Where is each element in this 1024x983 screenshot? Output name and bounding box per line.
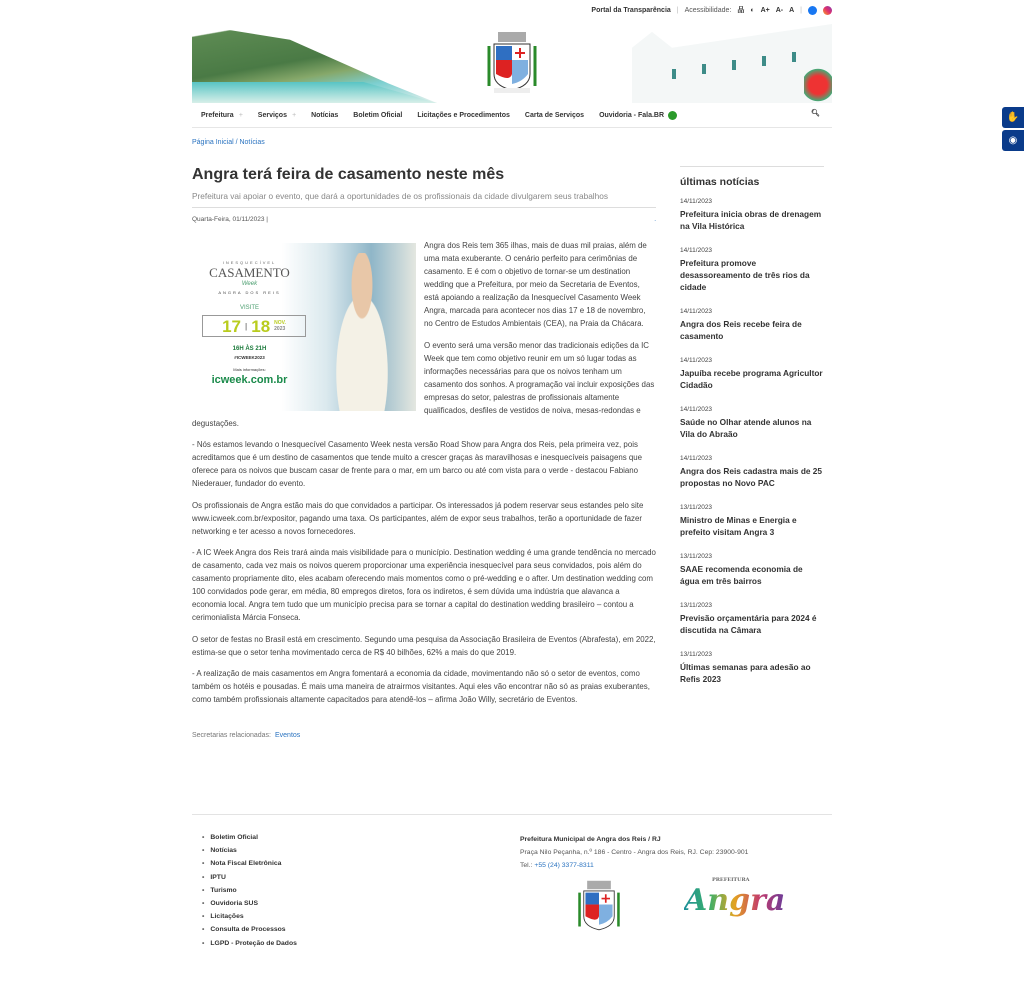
news-date: 13/11/2023: [680, 651, 713, 658]
news-title[interactable]: Japuíba recebe programa Agricultor Cidadão: [680, 368, 823, 390]
city-crest-logo[interactable]: [486, 30, 538, 96]
news-date: 14/11/2023: [680, 198, 713, 205]
news-date: 14/11/2023: [680, 357, 713, 364]
related-link-eventos[interactable]: Eventos: [275, 732, 301, 739]
article-paragraph: - A realização de mais casamentos em Angra fomentará a economia da cidade, movimentando não só o setor de eventos, como também os hotéis e pousadas. É mais uma maneira de atrairmos visitantes. Aqui eles vão encontrar não só as praias exuberantes, como também profissionais altamente capacitados para atendê-los – afirma João Willy, secretário de Eventos.: [192, 669, 650, 704]
expand-icon: +: [291, 111, 297, 119]
footer-link[interactable]: • Nota Fiscal Eletrônica: [202, 857, 297, 870]
article-paragraph: O setor de festas no Brasil está em crescimento. Segundo uma pesquisa da Associação Brasileira de Eventos (Abrafesta), em 2022, estima-se que o setor tenha movimentado cerca de R$ 40 bilhões, 62% a mais do que 2019.: [192, 634, 656, 657]
breadcrumb: Página Inicial / Notícias: [192, 139, 265, 146]
article-paragraph: - A IC Week Angra dos Reis trará ainda mais visibilidade para o município. Destination wedding é uma grande tendência no mercado de casamento, cada vez mais os noivos querem proporcionar uma experiência inesquecível para seus convidados, pois além do casamento propriamente dito, eles acabam oferecendo mais momentos como o pré-wedding e o after. Um destination wedding com 100 convidados pode gerar, em média, 80 empregos diretos, fora os indiretos, é sem dúvida uma indústria que alavanca a economia local. Angra tem tudo que um município precisa para se tornar a capital do destination wedding brasileiro – contou a cerimonialista Márcia Fonseca.: [192, 548, 656, 622]
news-title[interactable]: Saúde no Olhar atende alunos na Vila do Abraão: [680, 417, 812, 439]
news-item[interactable]: [680, 553, 824, 587]
news-title[interactable]: Angra dos Reis recebe feira de casamento: [680, 319, 802, 341]
top-bar: [192, 4, 832, 16]
news-title[interactable]: Previsão orçamentária para 2024 é discutida na Câmara: [680, 613, 817, 635]
news-item[interactable]: [680, 308, 824, 342]
news-date: 13/11/2023: [680, 553, 713, 560]
article-paragraph: O evento será uma versão menor das tradicionais edições da IC Week que tem como objetivo reunir em um só lugar todas as informações necessárias para que os noivos tenham um casamento dos sonhos. A programação vai incluir exposições das empresas do setor, palestras de profissionais altamente qualificados, desfiles de vestidos de noiva, mesas-redondas e degustações.: [192, 340, 655, 428]
footer-links: [202, 831, 297, 950]
font-reset-button[interactable]: A: [789, 6, 795, 14]
footer-link[interactable]: • Boletim Oficial: [202, 831, 297, 844]
nav-item-licitacoes[interactable]: Licitações e Procedimentos: [417, 111, 510, 119]
news-item[interactable]: [680, 651, 824, 685]
footer-org: Prefeitura Municipal de Angra dos Reis / RJ: [520, 836, 661, 843]
prefeitura-angra-logo: PREFEITURA Angra: [684, 877, 786, 918]
news-date: 14/11/2023: [680, 455, 713, 462]
eye-icon[interactable]: ◉: [1002, 130, 1024, 151]
article-paragraph: Angra dos Reis tem 365 ilhas, mais de duas mil praias, além de uma mata exuberante. O cenário perfeito para cerimônias de casamento. E é com o objetivo de tornar-se um destination wedding que a Prefeitura, por meio da Secretaria de Eventos, está apoiando a realização da Inesquecível Casamento Week Angra, marcada para acontecer nos dias 17 e 18 de novembro, no Centro de Estudos Ambientais (CEA), na Praia da Chácara.: [424, 241, 647, 328]
accessibility-label: Acessibilidade:: [684, 6, 732, 14]
news-date: 13/11/2023: [680, 504, 713, 511]
search-icon[interactable]: 🔍︎: [811, 110, 820, 117]
news-item[interactable]: [680, 198, 824, 232]
divider: |: [676, 6, 679, 14]
nav-item-carta[interactable]: Carta de Serviços: [524, 111, 585, 119]
footer: • Boletim Oficial • Notícias • Nota Fiscal Eletrônica • IPTU • Turismo • Ouvidoria SUS • Licitações • Consulta de Processos • LGPD - Proteção de Dados Prefeitura Municipal de Angra dos Reis / RJ Praça Nilo Peçanha, n.º 186 - Centro - Angra dos Reis, RJ. Cep: 23900-901 Tel.: +55 (24) 3377-8311 PREFEITURA Angra: [192, 814, 832, 964]
article-date: Quarta-Feira, 01/11/2023 |: [192, 216, 269, 223]
page-title: Angra terá feira de casamento neste mês: [192, 166, 505, 183]
contrast-icon[interactable]: ◐: [750, 6, 755, 14]
church-image: [632, 24, 832, 103]
news-item[interactable]: [680, 406, 824, 440]
news-date: 13/11/2023: [680, 602, 713, 609]
sign-language-icon[interactable]: ✋: [1002, 107, 1024, 128]
expand-icon: +: [238, 111, 243, 119]
beach-image: [192, 82, 437, 103]
news-item[interactable]: [680, 602, 824, 636]
instagram-icon[interactable]: [823, 6, 832, 15]
footer-link[interactable]: • Notícias: [202, 844, 297, 857]
news-item[interactable]: [680, 247, 824, 293]
facebook-icon[interactable]: [808, 6, 817, 15]
article-subtitle: Prefeitura vai apoiar o evento, que dará a oportunidades de os profissionais da cidade divulgarem seus trabalhos: [192, 191, 656, 208]
breadcrumb-current[interactable]: Notícias: [239, 139, 265, 146]
related-departments: Secretarias relacionadas: Eventos: [192, 732, 301, 739]
article-paragraph: Os profissionais de Angra estão mais do que convidados a participar. Os interessados já podem reservar seus estandes pelo site www.icweek.com.br/expositor, pagando uma taxa. Os participantes, além de expor seus trabalhos, terão a oportunidade de fazer networking e ter acesso a novos fornecedores.: [192, 500, 644, 536]
nav-item-servicos[interactable]: Serviços +: [257, 111, 297, 119]
falabr-icon: [668, 111, 677, 120]
footer-link[interactable]: • LGPD - Proteção de Dados: [202, 937, 297, 950]
main-nav: [192, 103, 832, 128]
header-banner: [192, 24, 832, 103]
transparency-link[interactable]: Portal da Transparência: [591, 6, 671, 14]
footer-link[interactable]: • Ouvidoria SUS: [202, 897, 297, 910]
event-poster-image: INESQUECÍVEL CASAMENTO Week ANGRA DOS REIS VISITE 17 | 18 NOV. 2023 16H ÀS 21H #ICWEEK2023 Mais informações: icweek.com.br: [192, 243, 416, 411]
news-title[interactable]: Prefeitura promove desassoreamento de três rios da cidade: [680, 258, 810, 292]
latest-news-sidebar: [680, 166, 824, 700]
footer-link[interactable]: • Licitações: [202, 910, 297, 923]
sitemap-icon[interactable]: 品: [737, 7, 745, 14]
nav-item-prefeitura[interactable]: Prefeitura +: [201, 111, 243, 119]
news-item[interactable]: [680, 357, 824, 391]
news-title[interactable]: Angra dos Reis cadastra mais de 25 propostas no Novo PAC: [680, 466, 823, 488]
news-title[interactable]: SAAE recomenda economia de água em três bairros: [680, 564, 803, 586]
sidebar-title: últimas notícias: [680, 176, 760, 188]
news-title[interactable]: Últimas semanas para adesão ao Refis 2023: [680, 662, 811, 684]
footer-link[interactable]: • Consulta de Processos: [202, 923, 297, 936]
news-item[interactable]: [680, 455, 824, 489]
news-date: 14/11/2023: [680, 308, 713, 315]
divider: |: [800, 6, 802, 14]
font-decrease-button[interactable]: A-: [775, 6, 784, 14]
news-item[interactable]: [680, 504, 824, 538]
news-title[interactable]: Prefeitura inicia obras de drenagem na Vila Histórica: [680, 209, 822, 231]
nav-item-ouvidoria[interactable]: Ouvidoria - Fala.BR: [599, 111, 677, 120]
footer-link[interactable]: • Turismo: [202, 884, 297, 897]
news-title[interactable]: Ministro de Minas e Energia e prefeito visitam Angra 3: [680, 515, 797, 537]
footer-address: Praça Nilo Peçanha, n.º 186 - Centro - Angra dos Reis, RJ. Cep: 23900-901: [520, 849, 749, 856]
news-date: 14/11/2023: [680, 406, 713, 413]
article-paragraph: - Nós estamos levando o Inesquecível Casamento Week nesta versão Road Show para Angra dos Reis, pela primeira vez, pois acreditamos que é um destino de casamentos que tende muito a crescer graças às maravilhosas e inesquecíveis paisagens que oferece para os noivos que buscam casar de frente para o mar, em um barco ou até com vista para o verde - destacou Fabiano Niederauer, fundador do evento.: [192, 440, 643, 488]
footer-phone-link[interactable]: +55 (24) 3377-8311: [534, 862, 594, 869]
font-increase-button[interactable]: A+: [760, 6, 770, 14]
nav-item-noticias[interactable]: Notícias: [311, 111, 339, 119]
footer-link[interactable]: • IPTU: [202, 871, 297, 884]
footer-crest-logo: [577, 879, 621, 935]
article: [192, 166, 656, 739]
news-date: 14/11/2023: [680, 247, 713, 254]
nav-item-boletim[interactable]: Boletim Oficial: [353, 111, 403, 119]
share-dot: .: [654, 216, 656, 223]
breadcrumb-home[interactable]: Página Inicial: [192, 139, 234, 146]
